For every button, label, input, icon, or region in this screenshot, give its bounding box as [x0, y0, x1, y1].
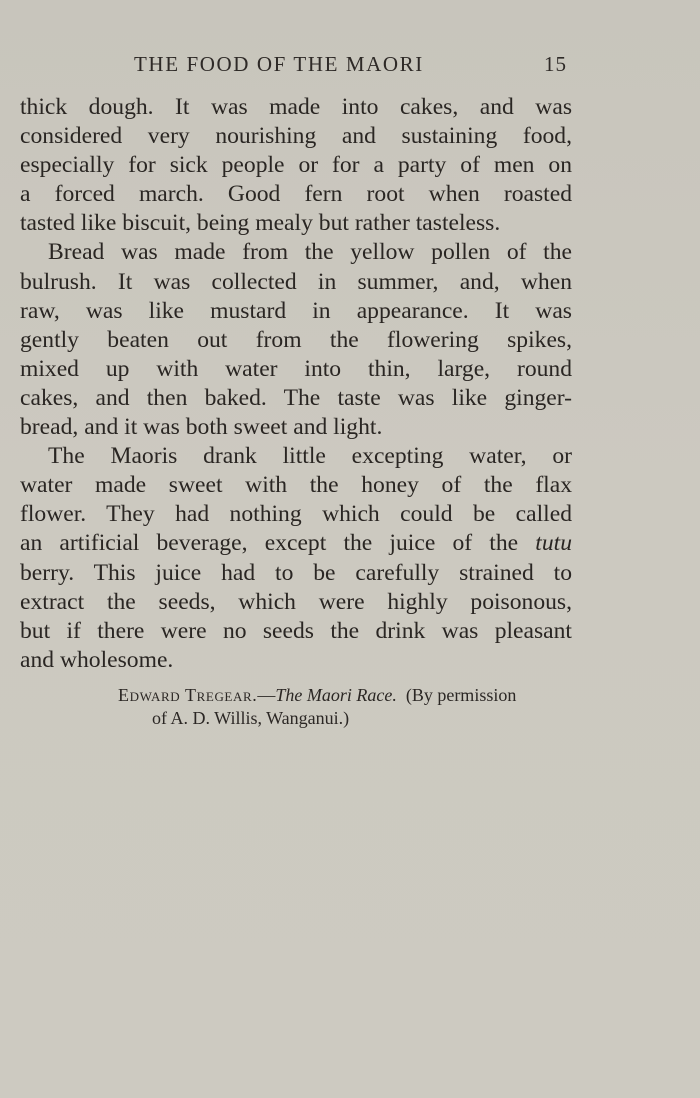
text-line: bulrush. It was collected in summer, and, when — [20, 268, 572, 295]
running-head — [0, 50, 700, 80]
permission-text: (By permission — [396, 685, 517, 705]
text-line: a forced march. Good fern root when roasted — [20, 181, 572, 208]
text-line: berry. This juice had to be carefully strained to — [20, 559, 572, 586]
text-line: Bread was made from the yellow pollen of the — [48, 239, 572, 266]
paragraph-2 — [20, 238, 572, 442]
text-line: flower. They had nothing which could be called — [20, 501, 572, 528]
author-name: Edward Tregear. — [118, 685, 258, 705]
text-line: water made sweet with the honey of the flax — [20, 472, 572, 499]
text-line: but if there were no seeds the drink was pleasant — [20, 617, 572, 644]
text-line: thick dough. It was made into cakes, and was — [20, 94, 572, 120]
attribution — [118, 684, 558, 730]
text-line: especially for sick people or for a party of men on — [20, 152, 572, 179]
text-line: considered very nourishing and sustaining food, — [20, 123, 572, 150]
text-line: The Maoris drank little excepting water, or — [48, 443, 572, 470]
paragraph-1 — [20, 93, 572, 238]
attribution-line-2: of A. D. Willis, Wanganui.) — [152, 708, 350, 728]
text-line: gently beaten out from the flowering spikes, — [20, 326, 572, 353]
work-title: The Maori Race. — [275, 685, 397, 705]
page-number: 15 — [544, 52, 567, 76]
text-line: and wholesome. — [20, 646, 174, 673]
attribution-line-1 — [118, 684, 558, 707]
paragraph-3 — [20, 442, 572, 675]
text-line: tasted like biscuit, being mealy but rather tasteless. — [20, 210, 501, 237]
text-line: cakes, and then baked. The taste was like ginger- — [20, 384, 572, 411]
text-line: extract the seeds, which were highly poisonous, — [20, 588, 572, 615]
text-line: mixed up with water into thin, large, round — [20, 355, 572, 382]
italic-word: tutu — [535, 530, 572, 557]
running-title: THE FOOD OF THE MAORI — [134, 52, 424, 76]
attribution-dash: — — [257, 685, 276, 705]
text-line-with-italic — [20, 529, 572, 558]
text-line: raw, was like mustard in appearance. It was — [20, 297, 572, 324]
text-line: bread, and it was both sweet and light. — [20, 414, 383, 441]
text-segment: an artificial beverage, except the juice of the — [20, 530, 536, 557]
body-text — [20, 93, 572, 675]
